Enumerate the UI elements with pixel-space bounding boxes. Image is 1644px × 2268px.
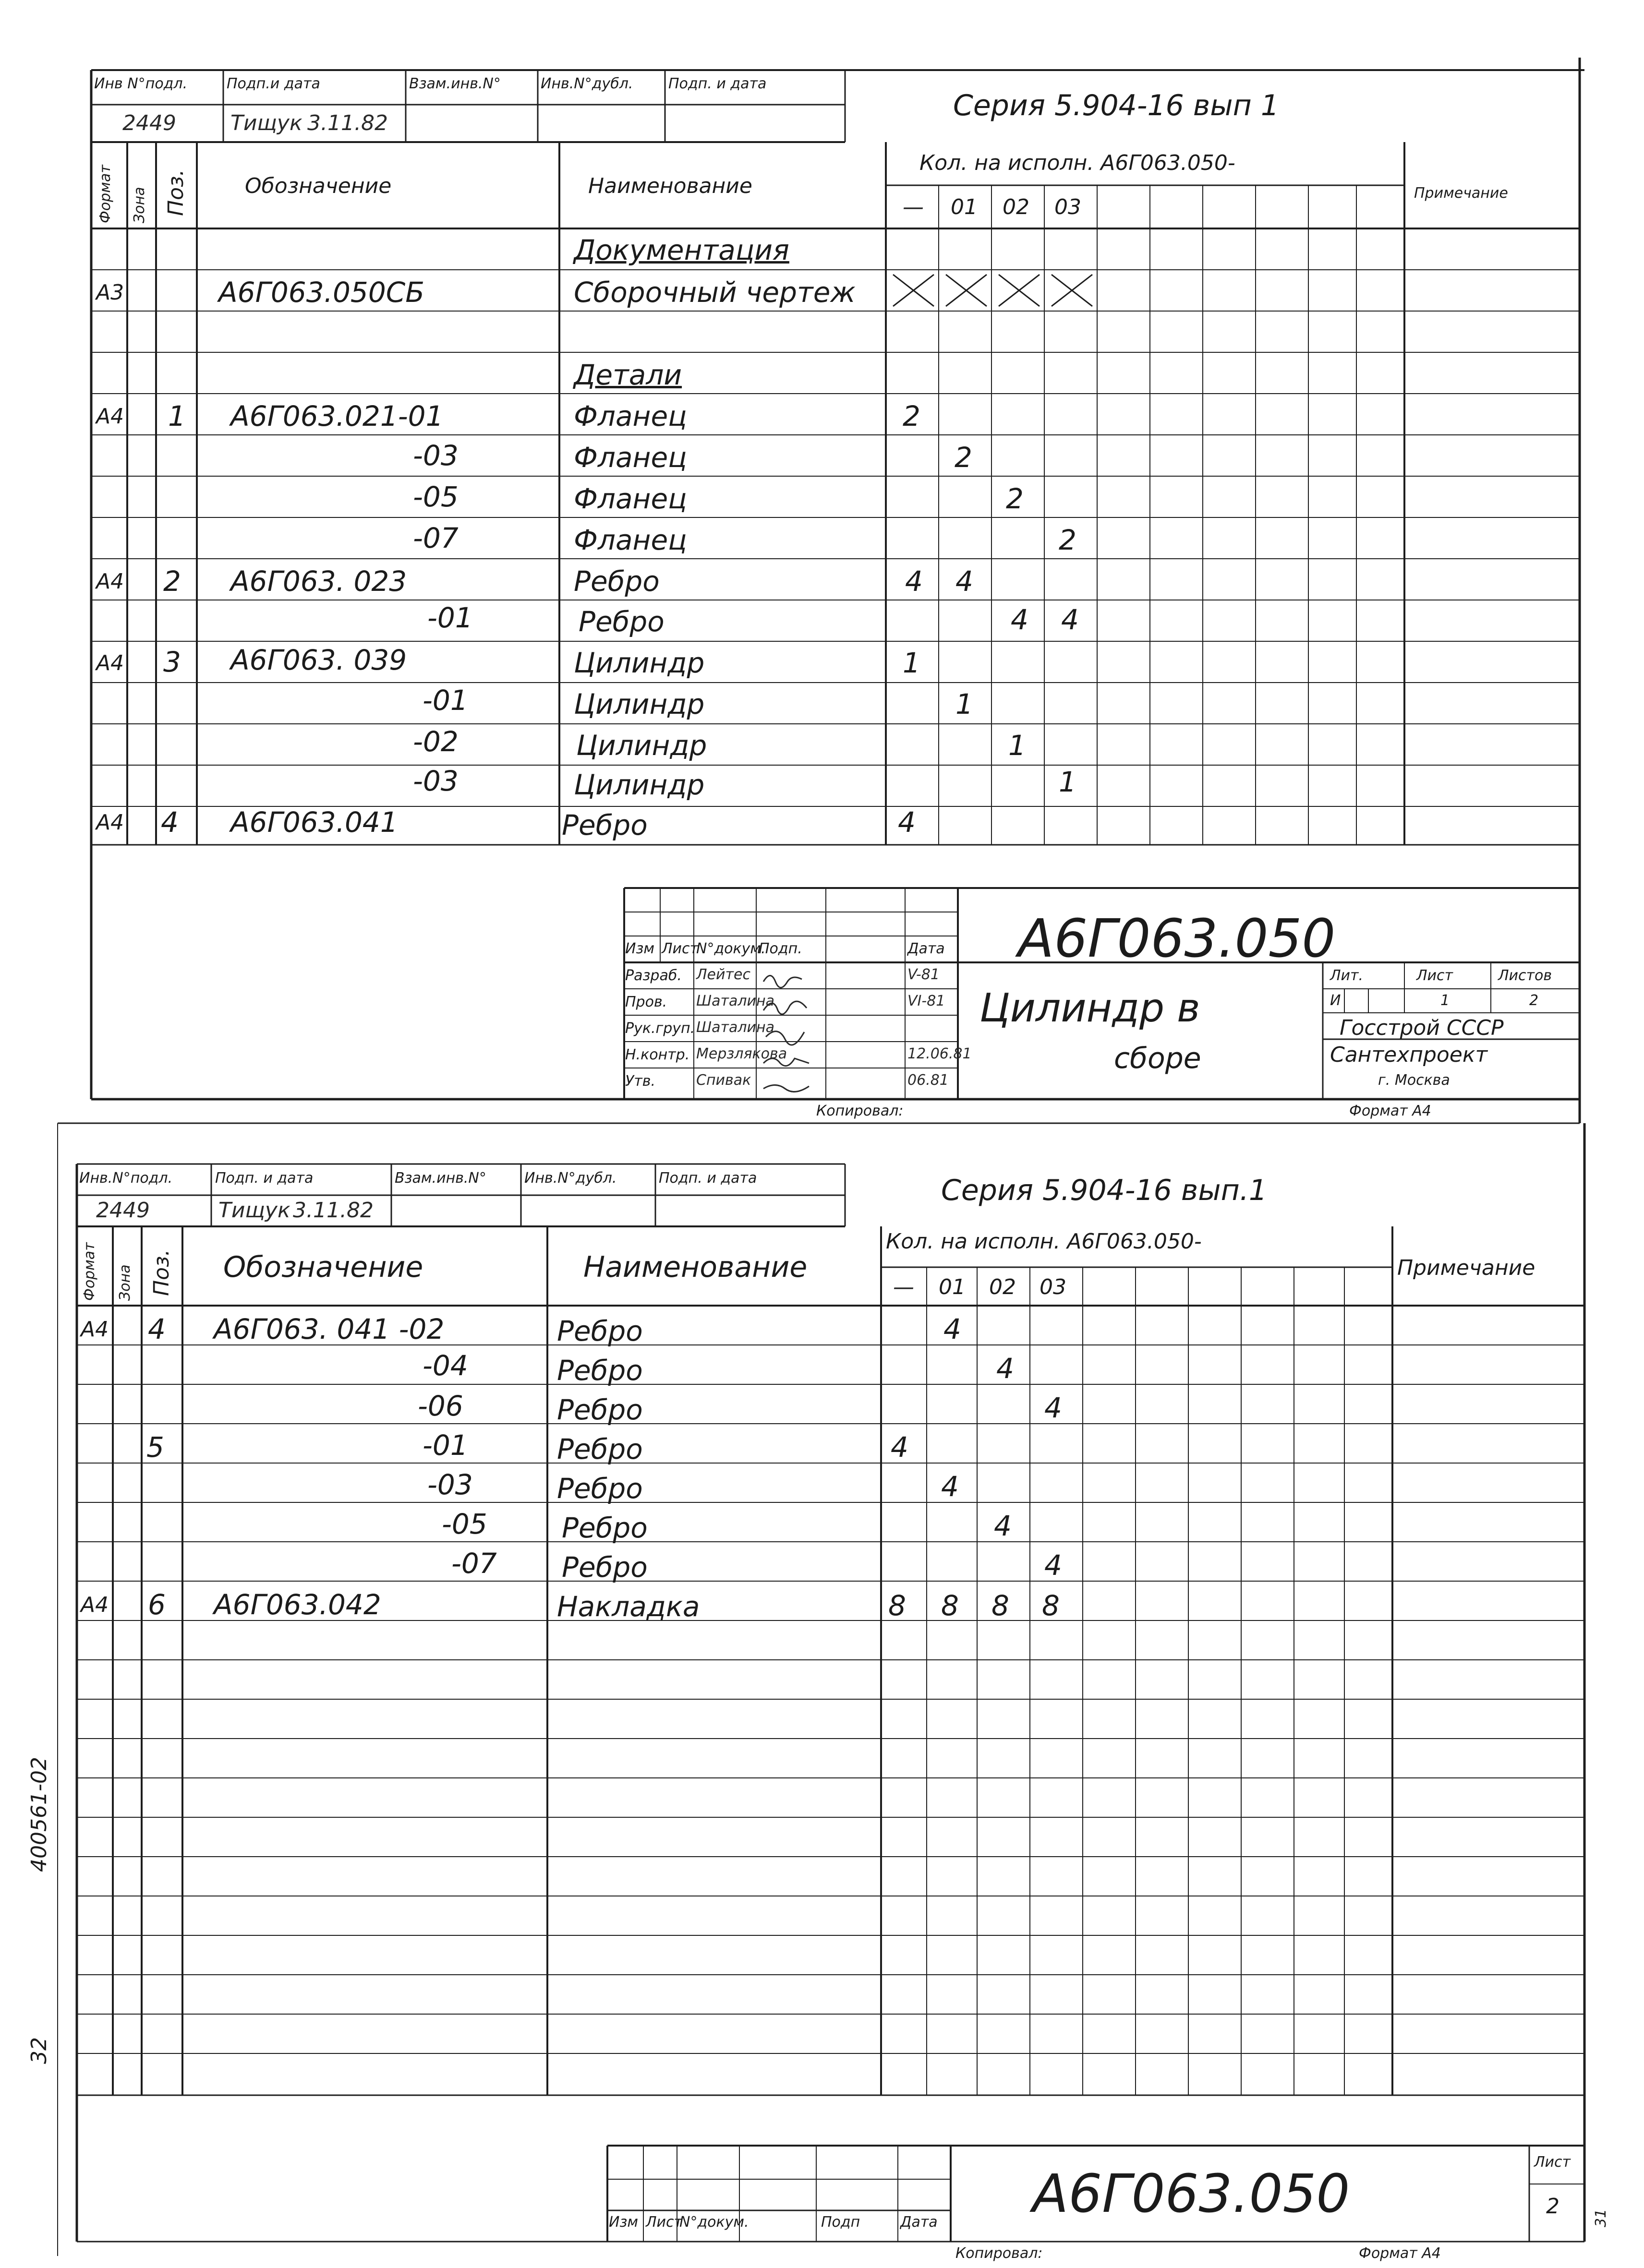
tb1-date-4: 06.81 [907, 1072, 949, 1089]
row-10-designation: А6Г063. 039 [230, 644, 407, 676]
header-variant-1: 01 [951, 195, 978, 219]
section-documentation: Документация [574, 234, 789, 266]
s2-stamp-date-value: 3.11.82 [293, 1198, 374, 1223]
s2-stamp-inv-value: 2449 [96, 1198, 150, 1223]
s2-header-variant-3: 03 [1040, 1275, 1066, 1299]
row-8-pos: 2 [163, 565, 181, 598]
s2-row-4-name: Ребро [557, 1472, 643, 1505]
s2-stamp-inv-podl-label: Инв.N°подл. [79, 1170, 173, 1187]
s2-header-note: Примечание [1397, 1256, 1535, 1280]
tb2-col-ndoc: N°докум. [679, 2214, 749, 2231]
stamp-vzam-inv-label: Взам.инв.N° [409, 75, 501, 92]
row-4-qty-0: 2 [903, 400, 920, 432]
s2-header-pos: Поз. [149, 1249, 174, 1296]
tb1-date-0: V-81 [907, 966, 940, 983]
s2-series-label: Серия 5.904-16 вып.1 [941, 1174, 1268, 1207]
row-6-qty-2: 2 [1006, 482, 1024, 515]
s2-row-7-designation: А6Г063.042 [214, 1588, 381, 1621]
tb1-org-line3: г. Москва [1378, 1072, 1450, 1089]
tb2-col-list: Лист [646, 2214, 683, 2231]
tb2-list-label: Лист [1534, 2154, 1571, 2171]
tb1-list-value: 1 [1440, 992, 1450, 1009]
row-1-format: А3 [96, 280, 124, 305]
s2-row-6-qty-3: 4 [1044, 1549, 1062, 1582]
row-10-name: Цилиндр [574, 647, 705, 679]
stamp-inv-value: 2449 [122, 111, 176, 135]
row-8-designation: А6Г063. 023 [230, 565, 407, 598]
tb1-name-4: Спивак [696, 1072, 751, 1089]
tb1-name-3: Мерзлякова [696, 1045, 787, 1062]
row-14-name: Ребро [562, 809, 648, 841]
s2-row-2-designation: -06 [418, 1390, 463, 1422]
s2-row-6-name: Ребро [562, 1551, 648, 1584]
tb1-listov-label: Листов [1498, 967, 1552, 984]
s2-header-variant-2: 02 [989, 1275, 1016, 1299]
s2-row-7-name: Накладка [557, 1590, 700, 1623]
tb1-role-1: Пров. [625, 994, 667, 1010]
s2-header-variant-0: — [893, 1275, 914, 1299]
s2-row-0-qty-1: 4 [943, 1313, 961, 1345]
s2-row-5-designation: -05 [442, 1508, 487, 1540]
stamp-podp-data2-label: Подп. и дата [668, 75, 767, 92]
row-13-qty-3: 1 [1059, 766, 1076, 798]
row-1-designation: А6Г063.050СБ [218, 276, 425, 309]
s2-row-0-pos: 4 [148, 1313, 166, 1345]
stamp-podp-data-label: Подп.и дата [227, 75, 320, 92]
row-10-format: А4 [96, 651, 124, 675]
header-variant-3: 03 [1054, 195, 1081, 219]
s2-row-1-qty-2: 4 [996, 1352, 1014, 1385]
s2-row-3-name: Ребро [557, 1433, 643, 1465]
row-7-designation: -07 [413, 522, 459, 554]
row-8-format: А4 [96, 569, 124, 594]
tb1-org-line2: Сантехпроект [1330, 1043, 1488, 1067]
corner-page-number: 31 [1593, 2208, 1609, 2227]
tb1-date-3: 12.06.81 [907, 1045, 972, 1062]
tb1-name-1: Шаталина [696, 993, 774, 1009]
row-11-name: Цилиндр [574, 688, 705, 720]
tb1-name-0: Лейтес [696, 966, 750, 983]
tb1-role-0: Разраб. [625, 967, 682, 984]
tb1-col-ndoc: N°докум. [696, 940, 766, 957]
margin-page-number: 32 [27, 2037, 51, 2064]
tb1-col-data: Дата [907, 940, 945, 957]
tb1-title-line1: Цилиндр в [979, 985, 1200, 1031]
tb2-doc-code: А6Г063.050 [1032, 2163, 1350, 2224]
s2-row-0-designation: А6Г063. 041 -02 [214, 1313, 445, 1345]
row-5-name: Фланец [574, 441, 687, 474]
row-6-designation: -05 [413, 480, 459, 513]
sheet2-copied: Копировал: [955, 2245, 1043, 2262]
tb1-title-line2: сборе [1114, 1042, 1201, 1075]
row-12-qty-2: 1 [1008, 729, 1026, 762]
header-name: Наименование [588, 174, 752, 198]
signatures-image [759, 965, 826, 1097]
row-9-qty-2: 4 [1011, 603, 1028, 636]
header-designation: Обозначение [245, 174, 392, 198]
tb2-list-value: 2 [1546, 2194, 1559, 2219]
s2-row-7-qty-1: 8 [941, 1589, 959, 1622]
tb2-col-podp: Подп [821, 2214, 860, 2231]
row-12-designation: -02 [413, 725, 459, 758]
tb1-role-4: Утв. [625, 1073, 655, 1090]
tb1-role-3: Н.контр. [625, 1046, 690, 1063]
header-variant-0: — [903, 195, 924, 219]
tb1-list-label: Лист [1416, 967, 1453, 984]
row-8-qty-0: 4 [905, 565, 923, 598]
s2-row-3-designation: -01 [423, 1429, 468, 1462]
s2-stamp-podp-data-label: Подп. и дата [215, 1170, 314, 1187]
s2-row-1-name: Ребро [557, 1354, 643, 1387]
row-14-pos: 4 [161, 806, 179, 839]
row-9-qty-3: 4 [1061, 603, 1079, 636]
s2-stamp-podp-data2-label: Подп. и дата [659, 1170, 757, 1187]
row-12-name: Цилиндр [576, 729, 707, 762]
header-qty: Кол. на исполн. А6Г063.050- [919, 151, 1235, 175]
s2-header-designation: Обозначение [223, 1250, 423, 1284]
tb1-org-line1: Госстрой СССР [1340, 1016, 1504, 1040]
tb1-col-izm: Изм [625, 940, 655, 957]
header-variant-2: 02 [1003, 195, 1029, 219]
section-details: Детали [574, 359, 682, 391]
s2-row-4-qty-1: 4 [941, 1470, 959, 1503]
s2-row-5-qty-2: 4 [994, 1510, 1012, 1542]
stamp-date-value: 3.11.82 [307, 111, 388, 135]
s2-stamp-inv-dubl-label: Инв.N°дубл. [524, 1170, 617, 1187]
row-8-qty-1: 4 [955, 565, 973, 598]
row-10-pos: 3 [163, 646, 181, 678]
tb1-date-1: VI-81 [907, 993, 945, 1009]
row-13-name: Цилиндр [574, 768, 705, 801]
row-4-format: А4 [96, 404, 124, 429]
s2-header-variant-1: 01 [939, 1275, 966, 1299]
header-zone: Зона [131, 187, 148, 223]
row-9-name: Ребро [579, 605, 665, 638]
header-format: Формат [97, 165, 114, 223]
row-4-name: Фланец [574, 400, 687, 432]
header-note: Примечание [1414, 185, 1508, 202]
s2-row-6-designation: -07 [451, 1547, 497, 1580]
margin-code: 400561-02 [27, 1757, 51, 1872]
series-label: Серия 5.904-16 вып 1 [953, 89, 1280, 122]
s2-row-0-name: Ребро [557, 1315, 643, 1347]
sheet1-copied: Копировал: [816, 1103, 904, 1119]
tb1-role-2: Рук.груп. [625, 1020, 695, 1037]
s2-row-2-name: Ребро [557, 1393, 643, 1426]
tb1-listov-value: 2 [1529, 992, 1539, 1009]
s2-row-4-designation: -03 [427, 1468, 473, 1501]
tb2-col-izm: Изм [609, 2214, 639, 2231]
row-1-name: Сборочный чертеж [574, 276, 856, 309]
row-14-designation: А6Г063.041 [230, 806, 398, 839]
row-13-designation: -03 [413, 765, 459, 797]
tb1-doc-code: А6Г063.050 [1018, 908, 1336, 969]
s2-row-7-qty-0: 8 [888, 1589, 906, 1622]
s2-row-7-qty-2: 8 [991, 1589, 1009, 1622]
row-9-designation: -01 [427, 601, 473, 634]
row-4-pos: 1 [168, 400, 186, 432]
s2-row-1-designation: -04 [423, 1349, 468, 1382]
s2-row-2-qty-3: 4 [1044, 1392, 1062, 1424]
stamp-signature: Тищук [230, 111, 302, 135]
s2-header-zone: Зона [117, 1264, 133, 1301]
row-11-qty-1: 1 [955, 688, 973, 720]
tb1-lit-label: Лит. [1330, 967, 1364, 984]
s2-stamp-vzam-inv-label: Взам.инв.N° [395, 1170, 486, 1187]
row-14-qty-0: 4 [898, 806, 916, 839]
stamp-inv-podl-label: Инв N°подл. [94, 75, 188, 92]
s2-header-format: Формат [81, 1242, 98, 1301]
row-11-designation: -01 [423, 684, 468, 717]
s2-row-0-format: А4 [81, 1317, 109, 1342]
s2-row-5-name: Ребро [562, 1512, 648, 1544]
s2-row-3-pos: 5 [146, 1431, 164, 1464]
s2-header-name: Наименование [583, 1250, 808, 1284]
row-6-name: Фланец [574, 482, 687, 515]
row-5-designation: -03 [413, 439, 459, 472]
tb1-col-list: Лист [662, 940, 699, 957]
s2-stamp-signature: Тищук [218, 1198, 290, 1223]
stamp-inv-dubl-label: Инв.N°дубл. [541, 75, 633, 92]
tb1-name-2: Шаталина [696, 1019, 774, 1036]
row-4-designation: А6Г063.021-01 [230, 400, 444, 432]
row-5-qty-1: 2 [955, 441, 972, 474]
s2-row-7-format: А4 [81, 1593, 109, 1617]
header-pos: Поз. [164, 169, 188, 216]
sheet1-format: Формат А4 [1349, 1103, 1431, 1119]
row-10-qty-0: 1 [903, 647, 920, 679]
s2-row-7-pos: 6 [148, 1588, 166, 1621]
row-7-name: Фланец [574, 524, 687, 556]
s2-header-qty: Кол. на исполн. А6Г063.050- [886, 1229, 1202, 1254]
s2-row-7-qty-3: 8 [1042, 1589, 1060, 1622]
tb1-col-podp: Подп. [759, 940, 802, 957]
tb1-lit-value: И [1330, 992, 1341, 1009]
row-14-format: А4 [96, 810, 124, 835]
sheet2-format: Формат А4 [1359, 2245, 1441, 2262]
s2-row-3-qty-0: 4 [891, 1431, 908, 1464]
row-7-qty-3: 2 [1059, 524, 1076, 556]
tb2-col-data: Дата [900, 2214, 938, 2231]
row-8-name: Ребро [574, 565, 660, 598]
